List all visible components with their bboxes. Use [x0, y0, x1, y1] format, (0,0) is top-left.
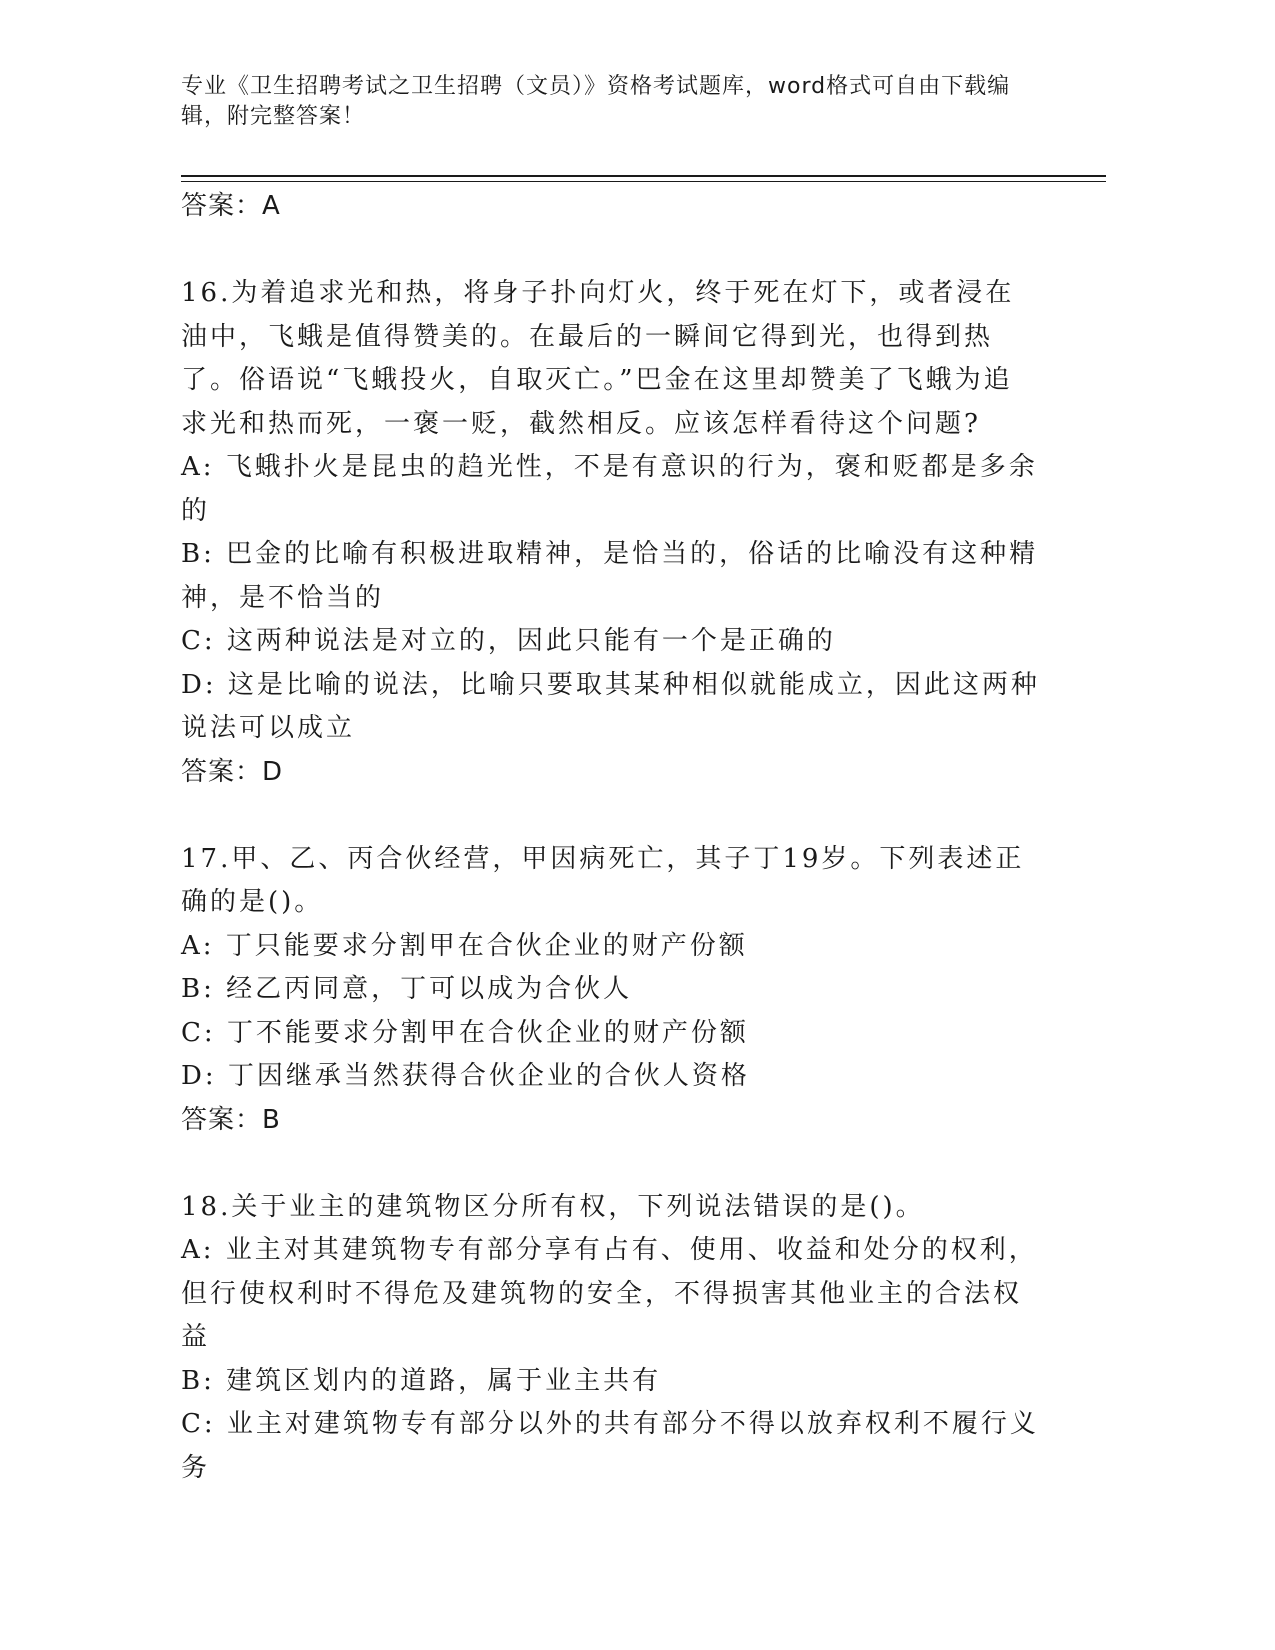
- header-divider-thick: [181, 175, 1106, 177]
- question-17-option-a: A: 丁只能要求分割甲在合伙企业的财产份额: [181, 930, 748, 961]
- question-16-stem: 16.为着追求光和热，将身子扑向灯火，终于死在灯下，或者浸在油中，飞蛾是值得赞美的。在最后的一瞬间它得到光，也得到热了。俗语说“飞蛾投火，自取灭亡。”巴金在这里却赞美了飞蛾为追求光和热而死，一褒一贬，截然相反。应该怎样看待这个问题?: [181, 278, 1015, 439]
- header-divider-thin: [181, 181, 1106, 182]
- spacer: [181, 1142, 1041, 1186]
- question-18-option-b: B: 建筑区划内的道路，属于业主共有: [181, 1365, 662, 1396]
- question-16-option-d: D: 这是比喻的说法，比喻只要取其某种相似就能成立，因此这两种说法可以成立: [181, 669, 1040, 743]
- question-16-option-a: A: 飞蛾扑火是昆虫的趋光性，不是有意识的行为，褒和贬都是多余的: [181, 452, 1038, 526]
- question-17-option-d: D: 丁因继承当然获得合伙企业的合伙人资格: [181, 1061, 750, 1091]
- question-16: [181, 272, 1041, 794]
- question-content: [181, 185, 1041, 1490]
- answer-17: 答案：B: [181, 1104, 281, 1135]
- spacer: [181, 229, 1041, 273]
- page-header: 专业《卫生招聘考试之卫生招聘（文员）》资格考试题库，word格式可自由下载编辑，附完整答案！: [181, 74, 1011, 129]
- answer-15: 答案：A: [181, 191, 281, 221]
- question-17-stem: 17.甲、乙、丙合伙经营，甲因病死亡，其子丁19岁。下列表述正确的是()。: [181, 843, 1025, 917]
- spacer: [181, 794, 1041, 838]
- question-18-stem: 18.关于业主的建筑物区分所有权，下列说法错误的是()。: [181, 1191, 925, 1222]
- question-16-option-c: C: 这两种说法是对立的，因此只能有一个是正确的: [181, 626, 836, 656]
- question-17: [181, 838, 1041, 1143]
- question-18-option-a: A: 业主对其建筑物专有部分享有占有、使用、收益和处分的权利，但行使权利时不得危及建筑物的安全，不得损害其他业主的合法权益: [181, 1235, 1038, 1352]
- question-18-option-c: C: 业主对建筑物专有部分以外的共有部分不得以放弃权利不履行义务: [181, 1409, 1039, 1483]
- answer-16: 答案：D: [181, 756, 284, 787]
- question-16-option-b: B: 巴金的比喻有积极进取精神，是恰当的，俗话的比喻没有这种精神，是不恰当的: [181, 539, 1039, 613]
- question-17-option-b: B: 经乙丙同意，丁可以成为合伙人: [181, 974, 633, 1004]
- question-18: [181, 1186, 1041, 1491]
- question-17-option-c: C: 丁不能要求分割甲在合伙企业的财产份额: [181, 1017, 749, 1048]
